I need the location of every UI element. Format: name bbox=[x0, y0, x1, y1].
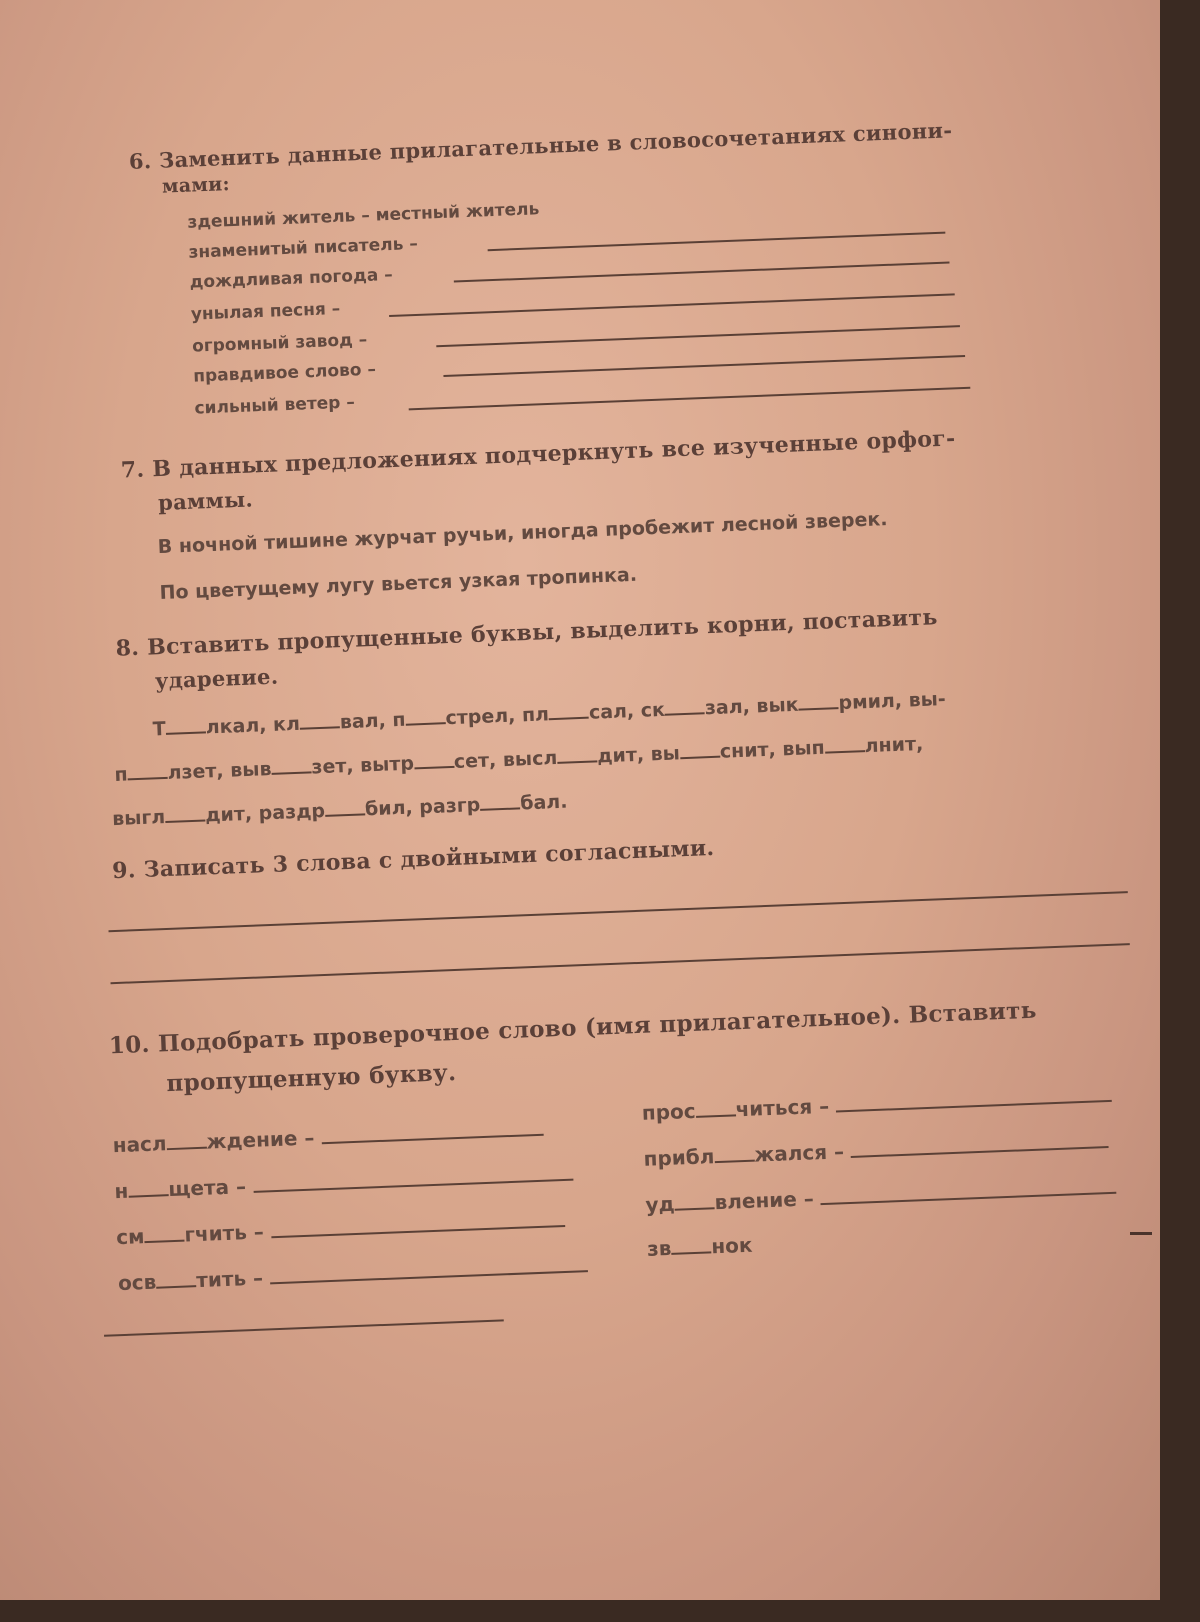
task6-item bbox=[191, 299, 341, 325]
letter-gap[interactable] bbox=[714, 1142, 755, 1164]
task10-continuation-line[interactable] bbox=[104, 1319, 504, 1336]
task6-answer-line[interactable] bbox=[409, 387, 971, 411]
task8-line2 bbox=[114, 731, 924, 786]
answer-line[interactable] bbox=[321, 1114, 544, 1145]
word-part: снит, вып bbox=[719, 736, 826, 763]
task6-item-label: огромный завод – bbox=[191, 329, 368, 357]
word-part: уд bbox=[644, 1191, 676, 1217]
word-part: лзет, выв bbox=[167, 757, 272, 784]
task10-right-item bbox=[643, 1126, 1109, 1171]
letter-gap[interactable] bbox=[128, 1176, 169, 1198]
word-part: сет, высл bbox=[453, 747, 558, 773]
task10-left-item bbox=[114, 1159, 573, 1204]
letter-gap[interactable] bbox=[674, 1189, 715, 1211]
answer-line[interactable] bbox=[820, 1172, 1117, 1205]
task7-title-line1: 7. В данных предложениях подчеркнуть все изученные орфог- bbox=[120, 425, 956, 484]
task10-right-item bbox=[647, 1232, 753, 1261]
word-part: осв bbox=[117, 1269, 157, 1296]
task7-sentence1: В ночной тишине журчат ручьи, иногда пробежит лесной зверек. bbox=[157, 508, 888, 559]
word-part: прибл bbox=[643, 1144, 715, 1171]
task6-example: здешний житель – местный житель bbox=[187, 199, 540, 233]
word-part: выгл bbox=[111, 806, 166, 831]
task10-left-item bbox=[117, 1250, 588, 1295]
word-part: зет, вытр bbox=[311, 752, 415, 779]
task6-item bbox=[193, 360, 376, 387]
task9-answer-line[interactable] bbox=[110, 943, 1129, 984]
task6-item bbox=[189, 265, 393, 293]
word-part: дит, раздр bbox=[204, 799, 326, 827]
task8-line3 bbox=[112, 789, 568, 831]
answer-line[interactable] bbox=[269, 1250, 588, 1284]
task8-title-line1: 8. Вставить пропущенные буквы, выделить корни, поставить bbox=[115, 604, 939, 662]
word-part: дит, вы bbox=[596, 742, 681, 768]
word-part: зв bbox=[646, 1235, 672, 1261]
letter-gap[interactable] bbox=[299, 709, 340, 730]
task6-item-label: правдивое слово – bbox=[192, 359, 377, 387]
task6-item bbox=[194, 392, 355, 418]
letter-gap[interactable] bbox=[548, 700, 589, 721]
letter-gap[interactable] bbox=[824, 733, 865, 754]
word-part: зал, вык bbox=[704, 693, 799, 720]
task10-right-item bbox=[645, 1172, 1117, 1217]
task6-item bbox=[188, 234, 418, 263]
task10-left-item bbox=[112, 1114, 544, 1158]
answer-line[interactable] bbox=[252, 1159, 573, 1193]
letter-gap[interactable] bbox=[166, 1129, 207, 1151]
word-part: бал. bbox=[519, 790, 568, 815]
letter-gap[interactable] bbox=[671, 1233, 712, 1255]
letter-gap[interactable] bbox=[144, 1222, 185, 1244]
letter-gap[interactable] bbox=[325, 796, 366, 817]
word-part: гчить – bbox=[183, 1219, 265, 1247]
word-part: нок bbox=[710, 1232, 753, 1259]
task7-title-line2: раммы. bbox=[157, 486, 254, 516]
letter-gap[interactable] bbox=[557, 743, 598, 764]
word-part: лкал, кл bbox=[205, 712, 301, 739]
letter-gap[interactable] bbox=[695, 1096, 736, 1118]
letter-gap[interactable] bbox=[664, 695, 705, 716]
task10-left-item bbox=[116, 1205, 565, 1249]
word-part: насл bbox=[112, 1131, 167, 1158]
margin-dash bbox=[1130, 1232, 1152, 1235]
word-part: н bbox=[114, 1178, 129, 1204]
task6-item-label: дождливая погода – bbox=[189, 264, 394, 293]
task6-answer-line[interactable] bbox=[443, 355, 965, 377]
task6-answer-line[interactable] bbox=[436, 325, 960, 347]
word-part: вал, п bbox=[339, 708, 406, 734]
answer-line[interactable] bbox=[850, 1126, 1109, 1158]
word-part: читься – bbox=[735, 1093, 830, 1122]
word-part: см bbox=[115, 1224, 145, 1250]
task8-title-line2: ударение. bbox=[154, 663, 279, 694]
task6-title-line1: 6. Заменить данные прилагательные в словосочетаниях синони- bbox=[128, 117, 953, 174]
letter-gap[interactable] bbox=[271, 754, 312, 775]
word-part: сал, ск bbox=[588, 698, 666, 724]
letter-gap[interactable] bbox=[798, 690, 839, 711]
answer-line[interactable] bbox=[836, 1080, 1113, 1113]
word-part: Т bbox=[152, 718, 167, 741]
task10-title-line2: пропущенную букву. bbox=[165, 1059, 457, 1098]
task9-title: 9. Записать 3 слова с двойными согласными. bbox=[111, 834, 715, 885]
letter-gap[interactable] bbox=[413, 749, 454, 770]
word-part: жался – bbox=[753, 1139, 845, 1167]
word-part: рмил, вы- bbox=[838, 688, 947, 715]
letter-gap[interactable] bbox=[480, 790, 521, 811]
task6-item-label: унылая песня – bbox=[190, 298, 341, 325]
word-part: ждение – bbox=[206, 1125, 315, 1154]
task6-answer-line[interactable] bbox=[389, 293, 955, 317]
answer-line[interactable] bbox=[270, 1205, 565, 1238]
task6-title-line2: мами: bbox=[161, 173, 231, 198]
task6-item-label: сильный ветер – bbox=[194, 392, 356, 419]
letter-gap[interactable] bbox=[679, 739, 720, 760]
task10-title-line1: 10. Подобрать проверочное слово (имя прилагательное). Вставить bbox=[108, 996, 1038, 1060]
letter-gap[interactable] bbox=[405, 705, 446, 726]
task9-answer-line[interactable] bbox=[108, 891, 1127, 932]
word-part: бил, разгр bbox=[364, 794, 481, 821]
letter-gap[interactable] bbox=[165, 714, 206, 735]
letter-gap[interactable] bbox=[156, 1267, 197, 1289]
letter-gap[interactable] bbox=[165, 802, 206, 823]
task10-right-item bbox=[641, 1080, 1112, 1125]
word-part: вление – bbox=[714, 1186, 815, 1215]
word-part: лнит, bbox=[864, 732, 924, 758]
task7-sentence2: По цветущему лугу вьется узкая тропинка. bbox=[159, 563, 638, 605]
word-part: прос bbox=[641, 1098, 697, 1125]
task8-line1 bbox=[152, 686, 946, 741]
word-part: стрел, пл bbox=[445, 703, 550, 730]
word-part: п bbox=[114, 763, 129, 787]
word-part: тить – bbox=[195, 1265, 264, 1293]
task6-answer-line[interactable] bbox=[454, 261, 950, 282]
task6-answer-line[interactable] bbox=[488, 232, 946, 252]
word-part: щета – bbox=[167, 1174, 247, 1202]
letter-gap[interactable] bbox=[127, 760, 168, 781]
task6-item-label: знаменитый писатель – bbox=[188, 233, 419, 263]
task6-item bbox=[192, 330, 368, 357]
